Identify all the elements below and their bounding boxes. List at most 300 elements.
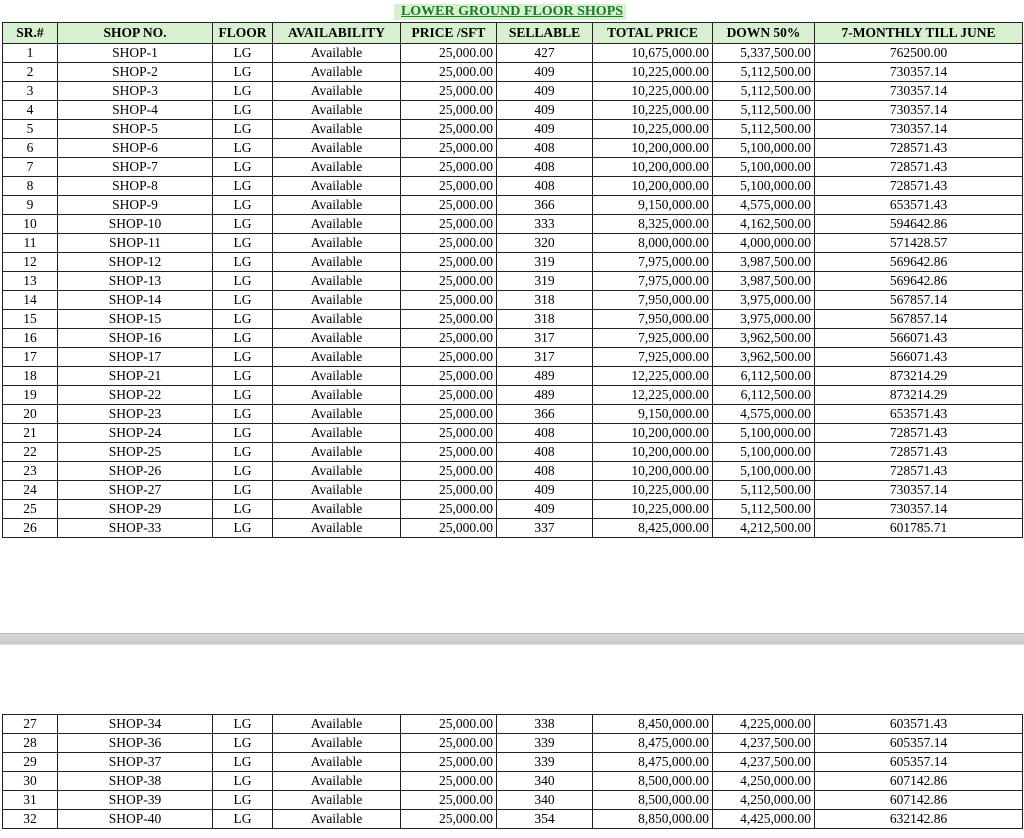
availability-cell: Available <box>273 481 401 500</box>
shop-no-cell: SHOP-27 <box>58 481 213 500</box>
down-payment-cell: 4,212,500.00 <box>713 519 815 538</box>
availability-cell: Available <box>273 386 401 405</box>
sellable-cell: 489 <box>497 367 593 386</box>
down-payment-cell: 4,225,000.00 <box>713 715 815 734</box>
table-row <box>3 291 1023 310</box>
total-price-cell: 10,200,000.00 <box>593 177 713 196</box>
shop-no-cell: SHOP-29 <box>58 500 213 519</box>
monthly-cell: 730357.14 <box>815 481 1023 500</box>
monthly-cell: 567857.14 <box>815 310 1023 329</box>
shop-no-cell: SHOP-37 <box>58 753 213 772</box>
monthly-cell: 728571.43 <box>815 139 1023 158</box>
shop-no-cell: SHOP-6 <box>58 139 213 158</box>
sr-cell: 2 <box>3 63 58 82</box>
sellable-cell: 408 <box>497 177 593 196</box>
availability-cell: Available <box>273 101 401 120</box>
shops-table-top <box>2 22 1023 538</box>
table-row <box>3 177 1023 196</box>
sr-cell: 3 <box>3 82 58 101</box>
shop-no-cell: SHOP-2 <box>58 63 213 82</box>
shop-no-cell: SHOP-3 <box>58 82 213 101</box>
price-sft-cell: 25,000.00 <box>401 734 497 753</box>
sellable-cell: 339 <box>497 734 593 753</box>
shop-no-cell: SHOP-7 <box>58 158 213 177</box>
header-total-price: TOTAL PRICE <box>593 23 713 44</box>
shop-no-cell: SHOP-25 <box>58 443 213 462</box>
shop-no-cell: SHOP-10 <box>58 215 213 234</box>
down-payment-cell: 5,100,000.00 <box>713 462 815 481</box>
monthly-cell: 569642.86 <box>815 272 1023 291</box>
monthly-cell: 607142.86 <box>815 791 1023 810</box>
shop-no-cell: SHOP-40 <box>58 810 213 829</box>
total-price-cell: 8,450,000.00 <box>593 715 713 734</box>
table-row <box>3 82 1023 101</box>
monthly-cell: 730357.14 <box>815 500 1023 519</box>
total-price-cell: 7,975,000.00 <box>593 253 713 272</box>
monthly-cell: 730357.14 <box>815 101 1023 120</box>
shop-no-cell: SHOP-21 <box>58 367 213 386</box>
floor-cell: LG <box>213 734 273 753</box>
availability-cell: Available <box>273 234 401 253</box>
total-price-cell: 9,150,000.00 <box>593 405 713 424</box>
availability-cell: Available <box>273 519 401 538</box>
floor-cell: LG <box>213 253 273 272</box>
monthly-cell: 873214.29 <box>815 386 1023 405</box>
monthly-cell: 566071.43 <box>815 348 1023 367</box>
availability-cell: Available <box>273 791 401 810</box>
price-sft-cell: 25,000.00 <box>401 443 497 462</box>
down-payment-cell: 6,112,500.00 <box>713 367 815 386</box>
down-payment-cell: 5,112,500.00 <box>713 481 815 500</box>
monthly-cell: 607142.86 <box>815 772 1023 791</box>
down-payment-cell: 5,100,000.00 <box>713 443 815 462</box>
down-payment-cell: 4,237,500.00 <box>713 734 815 753</box>
price-sft-cell: 25,000.00 <box>401 810 497 829</box>
total-price-cell: 10,200,000.00 <box>593 443 713 462</box>
sellable-cell: 366 <box>497 196 593 215</box>
down-payment-cell: 3,975,000.00 <box>713 291 815 310</box>
sellable-cell: 408 <box>497 462 593 481</box>
table-row <box>3 272 1023 291</box>
down-payment-cell: 5,100,000.00 <box>713 158 815 177</box>
sr-cell: 1 <box>3 44 58 63</box>
floor-cell: LG <box>213 310 273 329</box>
price-sft-cell: 25,000.00 <box>401 329 497 348</box>
price-sft-cell: 25,000.00 <box>401 500 497 519</box>
monthly-cell: 603571.43 <box>815 715 1023 734</box>
availability-cell: Available <box>273 272 401 291</box>
shop-no-cell: SHOP-39 <box>58 791 213 810</box>
table-row <box>3 196 1023 215</box>
price-sft-cell: 25,000.00 <box>401 367 497 386</box>
sr-cell: 14 <box>3 291 58 310</box>
total-price-cell: 9,150,000.00 <box>593 196 713 215</box>
sr-cell: 4 <box>3 101 58 120</box>
down-payment-cell: 6,112,500.00 <box>713 386 815 405</box>
table-row <box>3 253 1023 272</box>
availability-cell: Available <box>273 443 401 462</box>
down-payment-cell: 4,250,000.00 <box>713 791 815 810</box>
table-row <box>3 500 1023 519</box>
availability-cell: Available <box>273 348 401 367</box>
availability-cell: Available <box>273 196 401 215</box>
table-row <box>3 139 1023 158</box>
price-sft-cell: 25,000.00 <box>401 405 497 424</box>
floor-cell: LG <box>213 139 273 158</box>
down-payment-cell: 4,575,000.00 <box>713 196 815 215</box>
sr-cell: 11 <box>3 234 58 253</box>
monthly-cell: 730357.14 <box>815 63 1023 82</box>
floor-cell: LG <box>213 386 273 405</box>
availability-cell: Available <box>273 405 401 424</box>
down-payment-cell: 4,162,500.00 <box>713 215 815 234</box>
shop-no-cell: SHOP-34 <box>58 715 213 734</box>
table-row <box>3 772 1023 791</box>
table-row <box>3 462 1023 481</box>
header-row <box>3 23 1023 44</box>
header-availability: AVAILABILITY <box>273 23 401 44</box>
total-price-cell: 8,000,000.00 <box>593 234 713 253</box>
sellable-cell: 408 <box>497 158 593 177</box>
header-shop-no: SHOP NO. <box>58 23 213 44</box>
sr-cell: 16 <box>3 329 58 348</box>
availability-cell: Available <box>273 734 401 753</box>
page-break-band <box>0 633 1024 645</box>
total-price-cell: 10,225,000.00 <box>593 82 713 101</box>
sellable-cell: 409 <box>497 63 593 82</box>
monthly-cell: 762500.00 <box>815 44 1023 63</box>
availability-cell: Available <box>273 462 401 481</box>
header-sr: SR.# <box>3 23 58 44</box>
sellable-cell: 409 <box>497 82 593 101</box>
sellable-cell: 318 <box>497 291 593 310</box>
floor-cell: LG <box>213 63 273 82</box>
down-payment-cell: 3,962,500.00 <box>713 348 815 367</box>
floor-cell: LG <box>213 158 273 177</box>
price-sft-cell: 25,000.00 <box>401 424 497 443</box>
floor-cell: LG <box>213 367 273 386</box>
table-row <box>3 386 1023 405</box>
sr-cell: 6 <box>3 139 58 158</box>
down-payment-cell: 3,987,500.00 <box>713 272 815 291</box>
down-payment-cell: 5,100,000.00 <box>713 177 815 196</box>
price-sft-cell: 25,000.00 <box>401 272 497 291</box>
sr-cell: 5 <box>3 120 58 139</box>
sr-cell: 9 <box>3 196 58 215</box>
table-row <box>3 424 1023 443</box>
table-row <box>3 158 1023 177</box>
monthly-cell: 730357.14 <box>815 120 1023 139</box>
availability-cell: Available <box>273 715 401 734</box>
price-sft-cell: 25,000.00 <box>401 481 497 500</box>
down-payment-cell: 5,112,500.00 <box>713 82 815 101</box>
monthly-cell: 728571.43 <box>815 158 1023 177</box>
total-price-cell: 10,200,000.00 <box>593 139 713 158</box>
down-payment-cell: 5,100,000.00 <box>713 139 815 158</box>
sr-cell: 27 <box>3 715 58 734</box>
total-price-cell: 10,200,000.00 <box>593 424 713 443</box>
down-payment-cell: 5,112,500.00 <box>713 120 815 139</box>
floor-cell: LG <box>213 196 273 215</box>
sr-cell: 25 <box>3 500 58 519</box>
floor-cell: LG <box>213 424 273 443</box>
sr-cell: 23 <box>3 462 58 481</box>
floor-cell: LG <box>213 272 273 291</box>
sr-cell: 29 <box>3 753 58 772</box>
availability-cell: Available <box>273 329 401 348</box>
availability-cell: Available <box>273 139 401 158</box>
shop-no-cell: SHOP-11 <box>58 234 213 253</box>
shop-no-cell: SHOP-14 <box>58 291 213 310</box>
shop-no-cell: SHOP-8 <box>58 177 213 196</box>
availability-cell: Available <box>273 158 401 177</box>
total-price-cell: 8,500,000.00 <box>593 772 713 791</box>
price-sft-cell: 25,000.00 <box>401 791 497 810</box>
shop-no-cell: SHOP-15 <box>58 310 213 329</box>
sr-cell: 13 <box>3 272 58 291</box>
sellable-cell: 489 <box>497 386 593 405</box>
availability-cell: Available <box>273 177 401 196</box>
total-price-cell: 8,475,000.00 <box>593 753 713 772</box>
floor-cell: LG <box>213 715 273 734</box>
floor-cell: LG <box>213 234 273 253</box>
price-sft-cell: 25,000.00 <box>401 253 497 272</box>
sellable-cell: 340 <box>497 772 593 791</box>
sr-cell: 21 <box>3 424 58 443</box>
monthly-cell: 601785.71 <box>815 519 1023 538</box>
shop-no-cell: SHOP-13 <box>58 272 213 291</box>
down-payment-cell: 4,425,000.00 <box>713 810 815 829</box>
sr-cell: 12 <box>3 253 58 272</box>
table-row <box>3 734 1023 753</box>
floor-cell: LG <box>213 177 273 196</box>
monthly-cell: 569642.86 <box>815 253 1023 272</box>
floor-cell: LG <box>213 215 273 234</box>
table-row <box>3 234 1023 253</box>
total-price-cell: 7,925,000.00 <box>593 348 713 367</box>
total-price-cell: 10,675,000.00 <box>593 44 713 63</box>
shop-no-cell: SHOP-24 <box>58 424 213 443</box>
header-floor: FLOOR <box>213 23 273 44</box>
shop-no-cell: SHOP-33 <box>58 519 213 538</box>
table-row <box>3 101 1023 120</box>
availability-cell: Available <box>273 44 401 63</box>
total-price-cell: 7,950,000.00 <box>593 310 713 329</box>
down-payment-cell: 5,112,500.00 <box>713 101 815 120</box>
sr-cell: 30 <box>3 772 58 791</box>
price-sft-cell: 25,000.00 <box>401 310 497 329</box>
price-sft-cell: 25,000.00 <box>401 291 497 310</box>
price-sft-cell: 25,000.00 <box>401 772 497 791</box>
sr-cell: 19 <box>3 386 58 405</box>
floor-cell: LG <box>213 44 273 63</box>
availability-cell: Available <box>273 120 401 139</box>
monthly-cell: 728571.43 <box>815 462 1023 481</box>
table-row <box>3 367 1023 386</box>
floor-cell: LG <box>213 348 273 367</box>
total-price-cell: 8,325,000.00 <box>593 215 713 234</box>
shop-no-cell: SHOP-38 <box>58 772 213 791</box>
sellable-cell: 317 <box>497 329 593 348</box>
floor-cell: LG <box>213 772 273 791</box>
price-sft-cell: 25,000.00 <box>401 234 497 253</box>
availability-cell: Available <box>273 310 401 329</box>
sellable-cell: 320 <box>497 234 593 253</box>
availability-cell: Available <box>273 772 401 791</box>
sellable-cell: 427 <box>497 44 593 63</box>
down-payment-cell: 3,987,500.00 <box>713 253 815 272</box>
table-row <box>3 519 1023 538</box>
sellable-cell: 408 <box>497 424 593 443</box>
total-price-cell: 10,225,000.00 <box>593 120 713 139</box>
price-sft-cell: 25,000.00 <box>401 753 497 772</box>
price-sft-cell: 25,000.00 <box>401 177 497 196</box>
down-payment-cell: 5,100,000.00 <box>713 424 815 443</box>
price-sft-cell: 25,000.00 <box>401 120 497 139</box>
table-row <box>3 215 1023 234</box>
floor-cell: LG <box>213 405 273 424</box>
total-price-cell: 10,225,000.00 <box>593 500 713 519</box>
sellable-cell: 337 <box>497 519 593 538</box>
total-price-cell: 10,200,000.00 <box>593 158 713 177</box>
shop-no-cell: SHOP-16 <box>58 329 213 348</box>
sellable-cell: 408 <box>497 139 593 158</box>
floor-cell: LG <box>213 810 273 829</box>
table-row <box>3 120 1023 139</box>
shop-no-cell: SHOP-1 <box>58 44 213 63</box>
availability-cell: Available <box>273 253 401 272</box>
table-row <box>3 310 1023 329</box>
shop-no-cell: SHOP-12 <box>58 253 213 272</box>
floor-cell: LG <box>213 481 273 500</box>
floor-cell: LG <box>213 519 273 538</box>
shop-no-cell: SHOP-22 <box>58 386 213 405</box>
table-row <box>3 715 1023 734</box>
total-price-cell: 10,225,000.00 <box>593 63 713 82</box>
table-row <box>3 44 1023 63</box>
total-price-cell: 8,850,000.00 <box>593 810 713 829</box>
monthly-cell: 605357.14 <box>815 734 1023 753</box>
price-sft-cell: 25,000.00 <box>401 715 497 734</box>
sr-cell: 26 <box>3 519 58 538</box>
shop-no-cell: SHOP-23 <box>58 405 213 424</box>
monthly-cell: 728571.43 <box>815 424 1023 443</box>
monthly-cell: 728571.43 <box>815 177 1023 196</box>
price-sft-cell: 25,000.00 <box>401 348 497 367</box>
sellable-cell: 408 <box>497 443 593 462</box>
price-sft-cell: 25,000.00 <box>401 139 497 158</box>
sellable-cell: 409 <box>497 500 593 519</box>
down-payment-cell: 4,000,000.00 <box>713 234 815 253</box>
availability-cell: Available <box>273 82 401 101</box>
total-price-cell: 10,225,000.00 <box>593 481 713 500</box>
price-sft-cell: 25,000.00 <box>401 215 497 234</box>
table-row <box>3 329 1023 348</box>
total-price-cell: 12,225,000.00 <box>593 367 713 386</box>
availability-cell: Available <box>273 63 401 82</box>
sellable-cell: 319 <box>497 272 593 291</box>
table-row <box>3 443 1023 462</box>
total-price-cell: 12,225,000.00 <box>593 386 713 405</box>
floor-cell: LG <box>213 82 273 101</box>
availability-cell: Available <box>273 291 401 310</box>
monthly-cell: 653571.43 <box>815 405 1023 424</box>
monthly-cell: 730357.14 <box>815 82 1023 101</box>
availability-cell: Available <box>273 500 401 519</box>
header-down-payment: DOWN 50% <box>713 23 815 44</box>
monthly-cell: 571428.57 <box>815 234 1023 253</box>
total-price-cell: 8,475,000.00 <box>593 734 713 753</box>
sellable-cell: 409 <box>497 101 593 120</box>
sellable-cell: 366 <box>497 405 593 424</box>
down-payment-cell: 5,337,500.00 <box>713 44 815 63</box>
table-row <box>3 753 1023 772</box>
monthly-cell: 567857.14 <box>815 291 1023 310</box>
monthly-cell: 653571.43 <box>815 196 1023 215</box>
price-sft-cell: 25,000.00 <box>401 82 497 101</box>
down-payment-cell: 3,962,500.00 <box>713 329 815 348</box>
shop-no-cell: SHOP-9 <box>58 196 213 215</box>
sr-cell: 18 <box>3 367 58 386</box>
price-sft-cell: 25,000.00 <box>401 101 497 120</box>
floor-cell: LG <box>213 101 273 120</box>
monthly-cell: 566071.43 <box>815 329 1023 348</box>
total-price-cell: 7,975,000.00 <box>593 272 713 291</box>
sellable-cell: 340 <box>497 791 593 810</box>
shop-no-cell: SHOP-26 <box>58 462 213 481</box>
total-price-cell: 7,950,000.00 <box>593 291 713 310</box>
sellable-cell: 409 <box>497 481 593 500</box>
floor-cell: LG <box>213 753 273 772</box>
shops-table-bottom <box>2 714 1023 829</box>
price-sft-cell: 25,000.00 <box>401 63 497 82</box>
sellable-cell: 354 <box>497 810 593 829</box>
header-monthly: 7-MONTHLY TILL JUNE <box>815 23 1023 44</box>
monthly-cell: 728571.43 <box>815 443 1023 462</box>
sellable-cell: 339 <box>497 753 593 772</box>
sellable-cell: 409 <box>497 120 593 139</box>
price-sft-cell: 25,000.00 <box>401 44 497 63</box>
monthly-cell: 594642.86 <box>815 215 1023 234</box>
floor-cell: LG <box>213 462 273 481</box>
shop-no-cell: SHOP-17 <box>58 348 213 367</box>
availability-cell: Available <box>273 424 401 443</box>
sr-cell: 8 <box>3 177 58 196</box>
sheet-title: LOWER GROUND FLOOR SHOPS <box>400 4 624 19</box>
table-row <box>3 791 1023 810</box>
price-sft-cell: 25,000.00 <box>401 196 497 215</box>
down-payment-cell: 4,237,500.00 <box>713 753 815 772</box>
total-price-cell: 8,425,000.00 <box>593 519 713 538</box>
monthly-cell: 873214.29 <box>815 367 1023 386</box>
availability-cell: Available <box>273 367 401 386</box>
sr-cell: 20 <box>3 405 58 424</box>
availability-cell: Available <box>273 810 401 829</box>
total-price-cell: 7,925,000.00 <box>593 329 713 348</box>
price-sft-cell: 25,000.00 <box>401 462 497 481</box>
table-row <box>3 63 1023 82</box>
sellable-cell: 317 <box>497 348 593 367</box>
total-price-cell: 8,500,000.00 <box>593 791 713 810</box>
shop-no-cell: SHOP-4 <box>58 101 213 120</box>
monthly-cell: 605357.14 <box>815 753 1023 772</box>
floor-cell: LG <box>213 791 273 810</box>
down-payment-cell: 4,250,000.00 <box>713 772 815 791</box>
sr-cell: 28 <box>3 734 58 753</box>
floor-cell: LG <box>213 500 273 519</box>
availability-cell: Available <box>273 215 401 234</box>
floor-cell: LG <box>213 120 273 139</box>
